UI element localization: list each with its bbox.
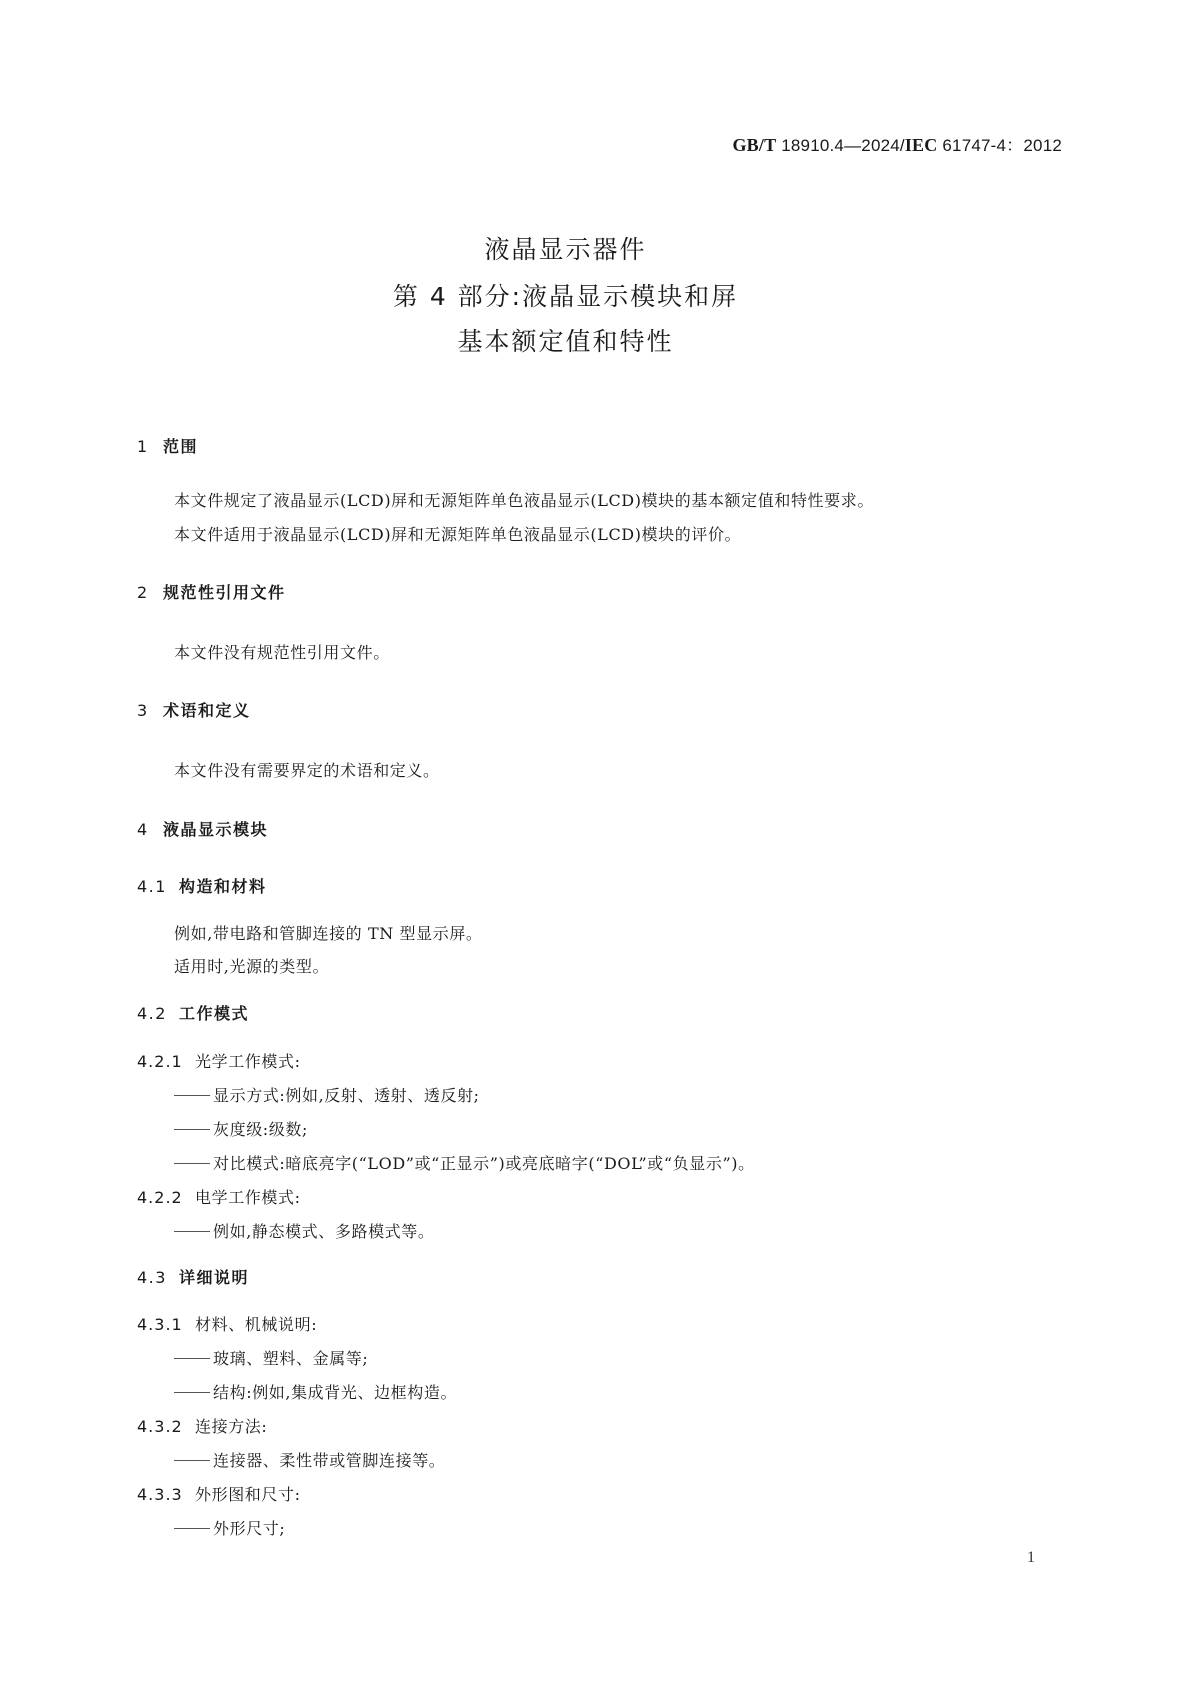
paragraph: 本文件没有需要界定的术语和定义。 [174, 761, 440, 780]
paragraph: 本文件没有规范性引用文件。 [174, 643, 390, 662]
section-title: 液晶显示模块 [163, 820, 269, 839]
section-number: 4.3 [137, 1268, 167, 1287]
section-title: 规范性引用文件 [163, 583, 286, 602]
section-number: 4 [137, 820, 149, 839]
section-4-2-2-heading [137, 1185, 301, 1208]
em-dash-bullet [174, 1231, 210, 1232]
section-4-3-1-heading [137, 1312, 317, 1335]
doc-title-line-3: 基本额定值和特性 [457, 327, 674, 356]
em-dash-bullet [174, 1358, 210, 1359]
paragraph: 适用时,光源的类型。 [174, 957, 330, 976]
std-number: 18910.4—2024/ [781, 136, 905, 155]
section-4-3-heading [137, 1265, 249, 1288]
section-number: 1 [137, 437, 149, 456]
section-2-heading [137, 580, 286, 603]
std-prefix: GB/T [732, 135, 777, 155]
section-title: 电学工作模式: [195, 1188, 301, 1207]
section-number: 4.2.1 [137, 1052, 183, 1071]
iec-prefix: IEC [904, 135, 938, 155]
list-item: 灰度级:级数; [174, 1117, 308, 1140]
standard-code [732, 131, 1062, 156]
iec-number: 61747-4：2012 [942, 136, 1062, 155]
em-dash-bullet [174, 1528, 210, 1529]
section-4-2-heading [137, 1001, 249, 1024]
section-title: 工作模式 [179, 1004, 250, 1023]
em-dash-bullet [174, 1460, 210, 1461]
section-4-heading [137, 817, 268, 840]
section-title: 范围 [163, 437, 199, 456]
list-item: 显示方式:例如,反射、透射、透反射; [174, 1083, 480, 1106]
section-4-2-1-heading [137, 1049, 301, 1072]
doc-title-line-2: 第 4 部分:液晶显示模块和屏 [392, 282, 739, 311]
section-number: 4.3.2 [137, 1417, 183, 1436]
section-title: 外形图和尺寸: [195, 1485, 301, 1504]
section-number: 2 [137, 583, 149, 602]
em-dash-bullet [174, 1095, 210, 1096]
section-3-heading [137, 698, 251, 721]
section-number: 4.3.3 [137, 1485, 183, 1504]
paragraph: 本文件适用于液晶显示(LCD)屏和无源矩阵单色液晶显示(LCD)模块的评价。 [174, 525, 742, 544]
section-4-1-heading [137, 874, 267, 897]
list-item: 外形尺寸; [174, 1516, 285, 1539]
section-4-3-3-heading [137, 1482, 301, 1505]
section-title: 术语和定义 [163, 701, 251, 720]
page-number: 1 [1027, 1549, 1035, 1566]
section-number: 3 [137, 701, 149, 720]
section-title: 光学工作模式: [195, 1052, 301, 1071]
list-item: 连接器、柔性带或管脚连接等。 [174, 1448, 445, 1471]
section-title: 详细说明 [179, 1268, 250, 1287]
list-item: 例如,静态模式、多路模式等。 [174, 1219, 435, 1242]
list-item: 玻璃、塑料、金属等; [174, 1346, 368, 1369]
section-number: 4.3.1 [137, 1315, 183, 1334]
doc-title-line-1: 液晶显示器件 [484, 235, 647, 264]
section-1-heading [137, 434, 198, 457]
section-title: 材料、机械说明: [195, 1315, 318, 1334]
em-dash-bullet [174, 1129, 210, 1130]
section-number: 4.2.2 [137, 1188, 183, 1207]
paragraph: 本文件规定了液晶显示(LCD)屏和无源矩阵单色液晶显示(LCD)模块的基本额定值和特性要求。 [174, 491, 874, 510]
section-title: 连接方法: [195, 1417, 268, 1436]
section-number: 4.2 [137, 1004, 167, 1023]
section-title: 构造和材料 [179, 877, 267, 896]
list-item: 对比模式:暗底亮字(“LOD”或“正显示”)或亮底暗字(“DOL”或“负显示”)。 [174, 1151, 755, 1174]
paragraph: 例如,带电路和管脚连接的 TN 型显示屏。 [174, 924, 483, 943]
em-dash-bullet [174, 1392, 210, 1393]
section-4-3-2-heading [137, 1414, 267, 1437]
em-dash-bullet [174, 1163, 210, 1164]
list-item: 结构:例如,集成背光、边框构造。 [174, 1380, 457, 1403]
section-number: 4.1 [137, 877, 167, 896]
